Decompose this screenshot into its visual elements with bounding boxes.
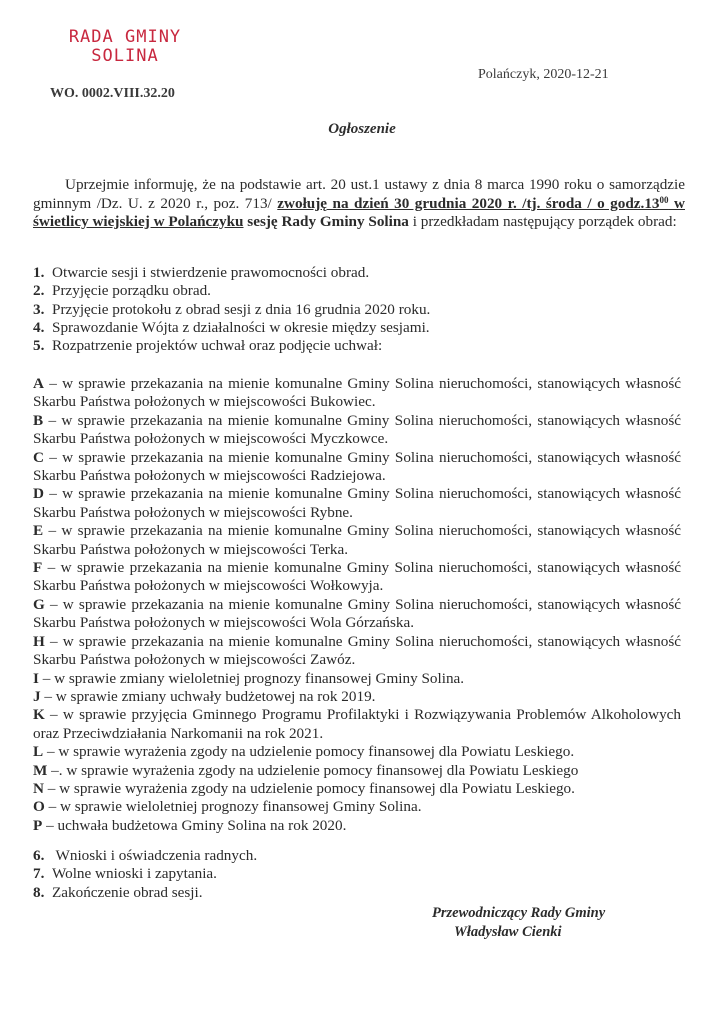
- resolution-text: – w sprawie przekazania na mienie komunalne Gminy Solina nieruchomości, stanowiących własność Skarbu Państwa położonych w miejscowości Radziejowa.: [33, 448, 681, 485]
- resolution-item: [33, 412, 681, 449]
- agenda-text: Wnioski i oświadczenia radnych.: [52, 847, 258, 864]
- intro-paragraph: [33, 176, 685, 232]
- agenda-number: 7.: [33, 865, 45, 883]
- intro-text-1: Uprzejmie informuję, że na podstawie art. 20 ust.1 ustawy z dnia 8 marca 1990 roku o samorządzie gminnym /Dz. U. z 2020 r., poz. 713/: [33, 176, 685, 212]
- resolution-item: [33, 596, 681, 633]
- agenda-number: 5.: [33, 337, 45, 355]
- resolution-item: [33, 633, 681, 670]
- signature-block: [432, 904, 605, 942]
- agenda-item: [33, 264, 683, 282]
- resolution-text: – w sprawie wieloletniej prognozy finansowej Gminy Solina.: [44, 798, 422, 816]
- resolution-item: [33, 485, 681, 522]
- resolution-text: – w sprawie przyjęcia Gminnego Programu Profilaktyki i Rozwiązywania Problemów Alkoholowych oraz Przeciwdziałania Narkomanii na rok 2021.: [33, 706, 681, 742]
- resolution-letter: N: [33, 779, 44, 797]
- agenda-item: [33, 337, 683, 355]
- resolution-letter: B: [33, 411, 44, 429]
- resolution-item: [33, 375, 681, 412]
- agenda-text: Sprawozdanie Wójta z działalności w okresie między sesjami.: [52, 318, 430, 336]
- resolution-text: – w sprawie przekazania na mienie komunalne Gminy Solina nieruchomości, stanowiących własność Skarbu Państwa położonych w miejscowości Terka.: [33, 522, 681, 558]
- resolution-text: – w sprawie przekazania na mienie komunalne Gminy Solina nieruchomości, stanowiących własność Skarbu Państwa położonych w miejscowości Bukowiec.: [33, 375, 681, 411]
- agenda-text: Wolne wnioski i zapytania.: [52, 865, 217, 883]
- agenda-number: 8.: [33, 883, 45, 901]
- resolution-item: [33, 743, 681, 761]
- agenda-text: Przyjęcie protokołu z obrad sesji z dnia 16 grudnia 2020 roku.: [52, 300, 431, 318]
- resolution-item: [33, 522, 681, 559]
- resolution-item: [33, 817, 681, 835]
- resolution-letter: J: [33, 687, 41, 705]
- resolution-item: [33, 762, 681, 780]
- agenda-number: 1.: [33, 264, 45, 281]
- resolution-text: – w sprawie przekazania na mienie komunalne Gminy Solina nieruchomości, stanowiących własność Skarbu Państwa położonych w miejscowości Wołkowyja.: [33, 559, 681, 595]
- resolution-item: [33, 670, 681, 688]
- resolution-letter: H: [33, 632, 45, 650]
- council-stamp: [45, 28, 205, 66]
- agenda-item: [33, 884, 683, 902]
- resolution-letter: L: [33, 743, 44, 761]
- resolution-item: [33, 798, 681, 816]
- agenda-number: 3.: [33, 300, 45, 318]
- resolution-letter: F: [33, 559, 43, 577]
- resolution-letter: A: [33, 375, 44, 392]
- agenda-number: 6.: [33, 847, 45, 864]
- agenda-item: [33, 319, 683, 337]
- resolution-letter: I: [33, 669, 39, 687]
- resolution-text: – w sprawie wyrażenia zgody na udzielenie pomocy finansowej dla Powiatu Leskiego.: [43, 779, 575, 797]
- resolution-letter: D: [33, 485, 44, 503]
- time-superscript: 00: [659, 194, 669, 205]
- resolution-text: – w sprawie zmiany wieloletniej prognozy finansowej Gminy Solina.: [38, 669, 465, 687]
- stamp-line-1: RADA GMINY: [68, 27, 182, 47]
- document-title: Ogłoszenie: [328, 121, 396, 137]
- resolution-letter: O: [33, 798, 45, 816]
- agenda-number: 2.: [33, 282, 45, 300]
- agenda-item: [33, 301, 683, 319]
- session-name: sesję Rady Gminy Solina: [243, 213, 409, 230]
- resolution-text: – w sprawie przekazania na mienie komunalne Gminy Solina nieruchomości, stanowiących własność Skarbu Państwa położonych w miejscowości Zawóz.: [33, 632, 681, 669]
- agenda-item: [33, 865, 683, 883]
- resolution-item: [33, 780, 681, 798]
- reference-number: WO. 0002.VIII.32.20: [50, 86, 175, 101]
- stamp-line-2: SOLINA: [91, 46, 159, 66]
- place-date: Polańczyk, 2020-12-21: [478, 67, 609, 82]
- resolution-letter: E: [33, 522, 44, 540]
- agenda-item: [33, 847, 683, 865]
- resolution-text: – w sprawie przekazania na mienie komunalne Gminy Solina nieruchomości, stanowiących własność Skarbu Państwa położonych w miejscowości Myczkowce.: [33, 411, 681, 448]
- signature-role: Przewodniczący Rady Gminy: [432, 905, 606, 921]
- agenda-text: Przyjęcie porządku obrad.: [52, 282, 211, 300]
- resolution-item: [33, 449, 681, 486]
- resolution-text: – uchwała budżetowa Gminy Solina na rok 2020.: [42, 816, 347, 834]
- resolution-text: – w sprawie zmiany uchwały budżetowej na rok 2019.: [40, 687, 376, 705]
- signature-name: Władysław Cienki: [454, 924, 562, 940]
- agenda-item: [33, 282, 683, 300]
- agenda-text: Zakończenie obrad sesji.: [52, 883, 203, 901]
- resolution-letter: M: [33, 761, 48, 779]
- resolutions-list: [33, 375, 681, 835]
- resolution-item: [33, 688, 681, 706]
- resolution-text: – w sprawie wyrażenia zgody na udzielenie pomocy finansowej dla Powiatu Leskiego.: [43, 743, 575, 761]
- agenda-text: Otwarcie sesji i stwierdzenie prawomocności obrad.: [52, 264, 370, 281]
- resolution-letter: P: [33, 816, 43, 834]
- session-date-text: zwołuję na dzień 30 grudnia 2020 r. /tj. środa / o godz.13: [277, 194, 660, 212]
- resolution-text: –. w sprawie wyrażenia zgody na udzielenie pomocy finansowej dla Powiatu Leskiego: [47, 761, 579, 779]
- session-venue-text: w świetlicy wiejskiej w Polańczyku: [33, 194, 685, 230]
- resolution-letter: G: [33, 595, 45, 613]
- agenda-list-end: [33, 847, 683, 902]
- resolution-text: – w sprawie przekazania na mienie komunalne Gminy Solina nieruchomości, stanowiących własność Skarbu Państwa położonych w miejscowości Rybne.: [33, 485, 681, 521]
- resolution-letter: C: [33, 448, 44, 466]
- agenda-text: Rozpatrzenie projektów uchwał oraz podjęcie uchwał:: [52, 337, 383, 355]
- resolution-item: [33, 706, 681, 743]
- agenda-list: [33, 264, 683, 355]
- intro-text-2: i przedkładam następujący porządek obrad:: [408, 213, 677, 230]
- resolution-text: – w sprawie przekazania na mienie komunalne Gminy Solina nieruchomości, stanowiących własność Skarbu Państwa położonych w miejscowości Wola Górzańska.: [33, 595, 681, 632]
- resolution-letter: K: [33, 706, 45, 724]
- agenda-number: 4.: [33, 318, 45, 336]
- resolution-item: [33, 559, 681, 596]
